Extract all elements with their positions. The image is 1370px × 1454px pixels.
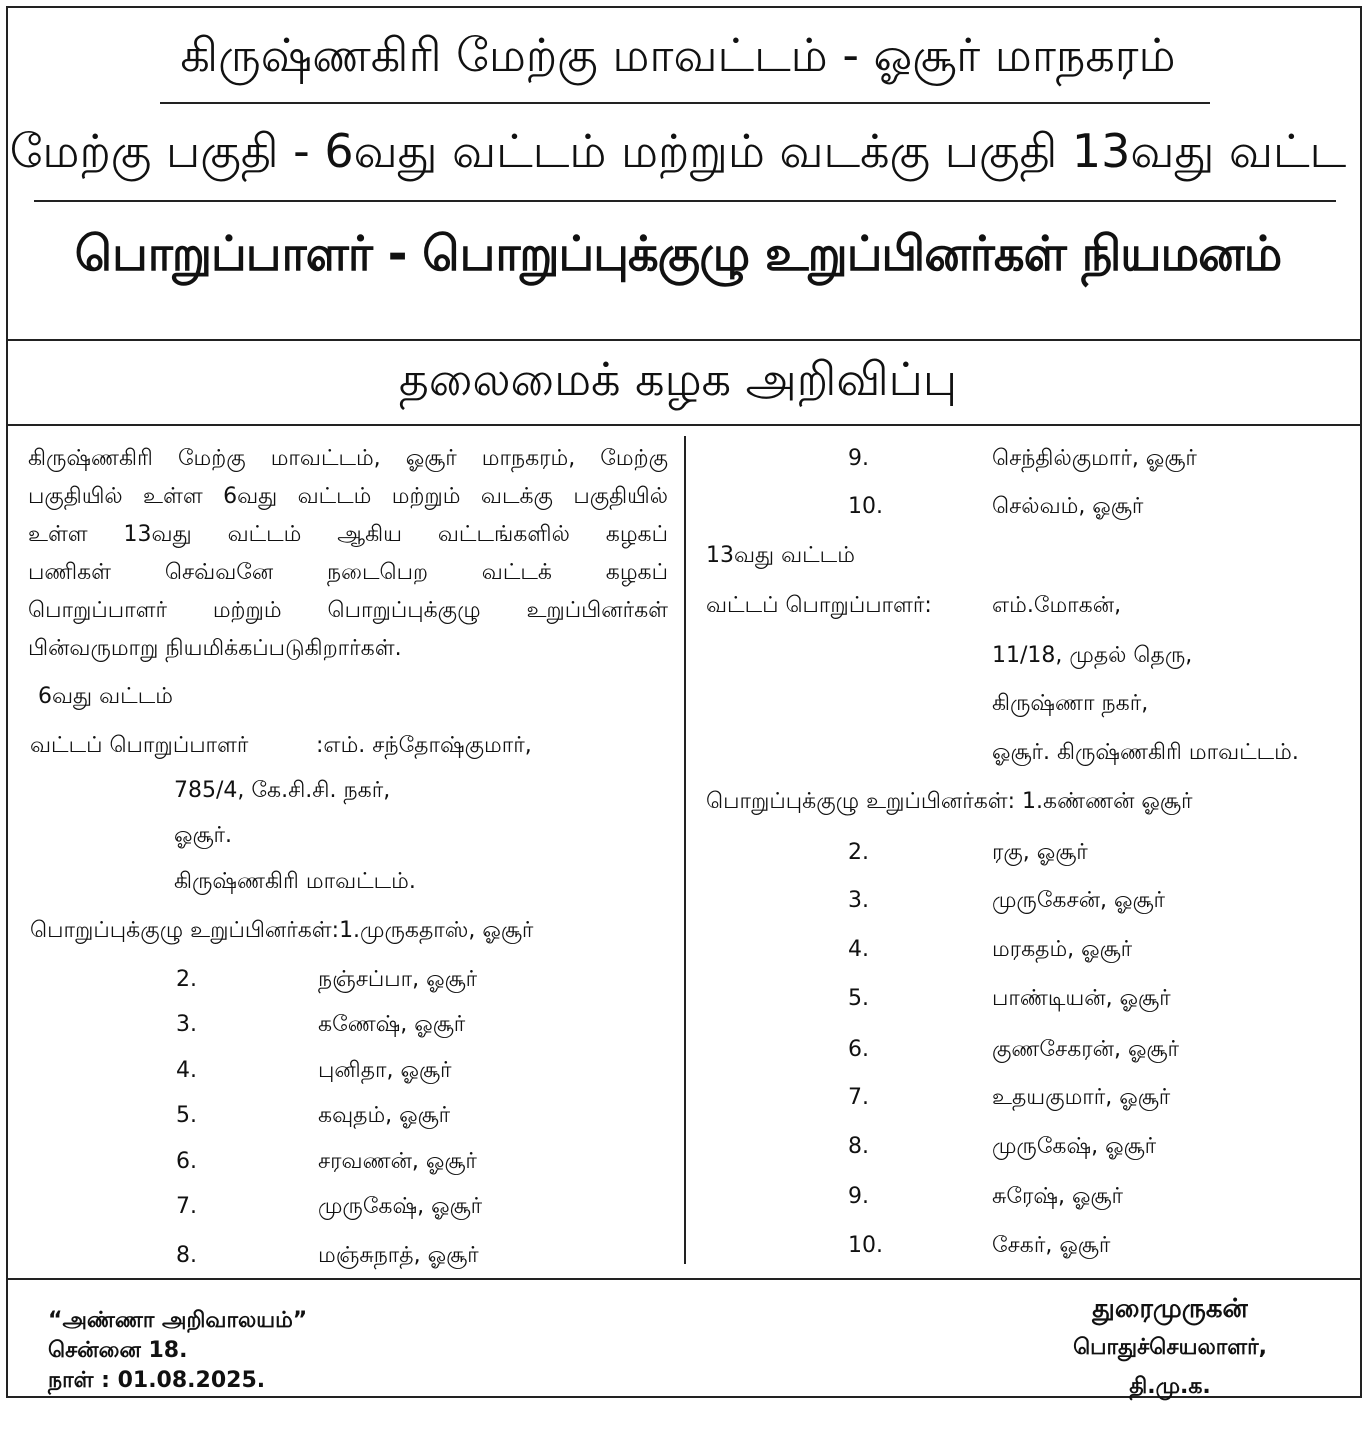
member-number: 2. [848, 840, 869, 865]
member-number: 8. [176, 1243, 197, 1268]
member-name: செந்தில்குமார், ஓசூர் [992, 446, 1197, 471]
member-number: 9. [848, 446, 869, 471]
footer-place: “அண்ணா அறிவாலயம்” [48, 1308, 308, 1333]
member-name: செல்வம், ஓசூர் [992, 494, 1144, 519]
intro-line: பொறுப்பாளர் மற்றும் பொறுப்புக்குழு உறுப்பினர்கள் [28, 598, 668, 623]
member-name: நஞ்சப்பா, ஓசூர் [318, 967, 478, 992]
intro-line: கிருஷ்ணகிரி மேற்கு மாவட்டம், ஓசூர் மாநகரம், மேற்கு [28, 446, 668, 471]
column-divider [684, 436, 686, 1264]
member-name: சேகர், ஓசூர் [992, 1233, 1111, 1258]
member-name: புனிதா, ஓசூர் [318, 1058, 452, 1083]
ward13-incharge-name: எம்.மோகன், [992, 593, 1122, 618]
member-number: 5. [848, 986, 869, 1011]
member-number: 3. [176, 1012, 197, 1037]
member-number: 4. [176, 1058, 197, 1083]
member-number: 6. [176, 1149, 197, 1174]
intro-line: பகுதியில் உள்ள 6வது வட்டம் மற்றும் வடக்கு பகுதியில் [28, 484, 668, 509]
body-top-rule [8, 424, 1360, 426]
ward13-members-label: பொறுப்புக்குழு உறுப்பினர்கள்: 1.கண்ணன் ஓசூர் [706, 789, 1193, 814]
ward6-incharge-name: :எம். சந்தோஷ்குமார், [316, 733, 532, 758]
member-name: உதயகுமார், ஓசூர் [992, 1085, 1171, 1110]
member-number: 5. [176, 1103, 197, 1128]
headquarters-announcement: தலைமைக் கழக அறிவிப்பு [398, 352, 958, 406]
member-name: மரகதம், ஓசூர் [992, 937, 1133, 962]
header-divider-2 [34, 200, 1336, 202]
member-name: கவுதம், ஓசூர் [318, 1103, 451, 1128]
ward6-address-line: ஓசூர். [174, 823, 232, 848]
district-title: கிருஷ்ணகிரி மேற்கு மாவட்டம் - ஓசூர் மாநகரம் [180, 28, 1176, 82]
ward6-heading: 6வது வட்டம் [38, 684, 173, 709]
member-number: 3. [848, 888, 869, 913]
signatory-name: துரைமுருகன் [1092, 1294, 1248, 1324]
footer-date: நாள் : 01.08.2025. [48, 1368, 266, 1393]
ward13-address-line: 11/18, முதல் தெரு, [992, 643, 1193, 668]
member-number: 6. [848, 1037, 869, 1062]
intro-paragraph [28, 440, 668, 668]
member-name: பாண்டியன், ஓசூர் [992, 986, 1171, 1011]
member-name: மஞ்சுநாத், ஓசூர் [318, 1243, 479, 1268]
intro-line: பின்வருமாறு நியமிக்கப்படுகிறார்கள். [28, 636, 402, 661]
ward-title: மேற்கு பகுதி - 6வது வட்டம் மற்றும் வடக்கு பகுதி 13வது வட்ட [9, 124, 1347, 178]
ward6-address-line: 785/4, கே.சி.சி. நகர், [174, 778, 391, 803]
member-name: முருகேஷ், ஓசூர் [992, 1134, 1157, 1159]
member-number: 10. [848, 494, 883, 519]
member-number: 7. [176, 1194, 197, 1219]
member-name: சுரேஷ், ஓசூர் [992, 1184, 1123, 1209]
ward6-incharge-label: வட்டப் பொறுப்பாளர் [30, 733, 249, 758]
member-number: 4. [848, 937, 869, 962]
member-name: ரகு, ஓசூர் [992, 840, 1088, 865]
ward13-address-line: கிருஷ்ணா நகர், [992, 691, 1149, 716]
member-number: 2. [176, 967, 197, 992]
member-name: முருகேஷ், ஓசூர் [318, 1194, 483, 1219]
intro-line: உள்ள 13வது வட்டம் ஆகிய வட்டங்களில் கழகப் [28, 522, 668, 547]
header-divider-3 [8, 339, 1360, 341]
ward13-heading: 13வது வட்டம் [706, 543, 855, 568]
footer-rule [8, 1278, 1360, 1280]
ward13-incharge-label: வட்டப் பொறுப்பாளர்: [706, 593, 932, 618]
ward6-members-label: பொறுப்புக்குழு உறுப்பினர்கள்:1.முருகதாஸ், ஓசூர் [30, 918, 534, 943]
appointment-title: பொறுப்பாளர் - பொறுப்புக்குழு உறுப்பினர்கள் நியமனம் [74, 226, 1282, 282]
footer-city: சென்னை 18. [48, 1338, 188, 1363]
member-name: கணேஷ், ஓசூர் [318, 1012, 466, 1037]
member-number: 8. [848, 1134, 869, 1159]
header-divider-1 [160, 102, 1210, 104]
ward13-address-line: ஓசூர். கிருஷ்ணகிரி மாவட்டம். [992, 740, 1299, 765]
member-name: சரவணன், ஓசூர் [318, 1149, 477, 1174]
member-number: 10. [848, 1233, 883, 1258]
member-number: 9. [848, 1184, 869, 1209]
member-name: முருகேசன், ஓசூர் [992, 888, 1166, 913]
ward6-address-line: கிருஷ்ணகிரி மாவட்டம். [174, 869, 416, 894]
party-name: தி.மு.க. [1129, 1374, 1211, 1399]
member-name: குணசேகரன், ஓசூர் [992, 1037, 1179, 1062]
member-number: 7. [848, 1085, 869, 1110]
intro-line: பணிகள் செவ்வனே நடைபெற வட்டக் கழகப் [28, 560, 668, 585]
signatory-designation: பொதுச்செயலாளர், [1073, 1335, 1267, 1360]
